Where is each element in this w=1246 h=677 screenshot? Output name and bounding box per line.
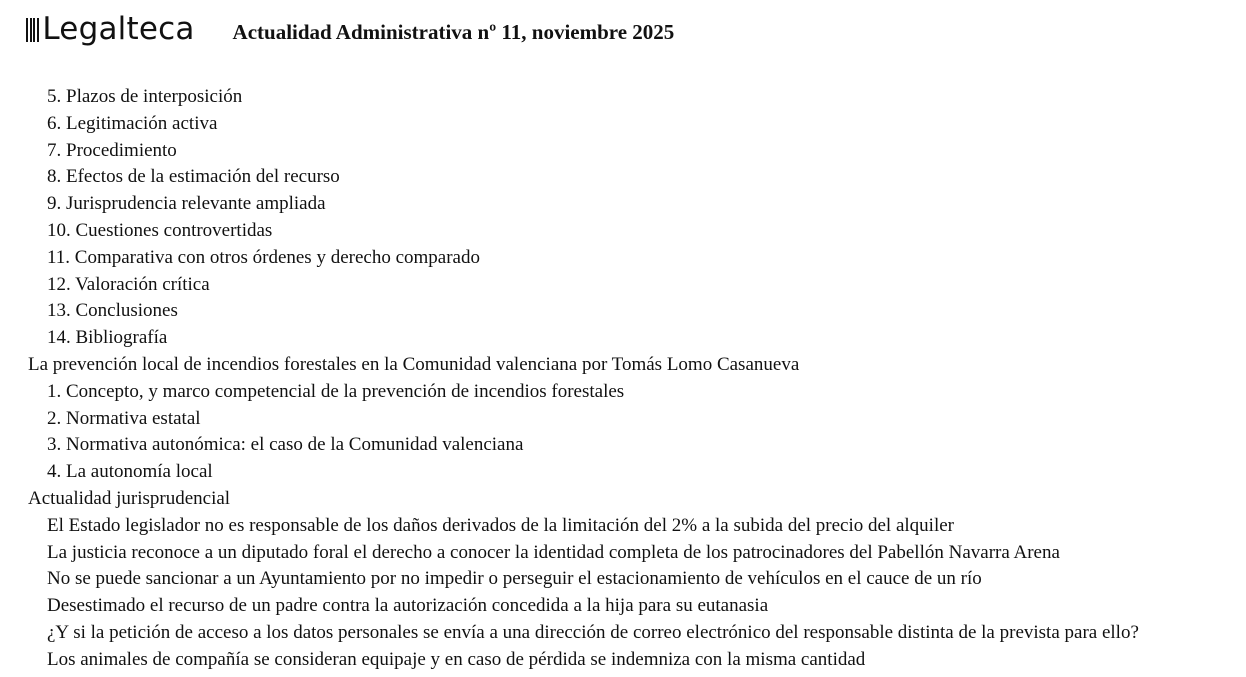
toc-entry[interactable]: Los animales de compañía se consideran equipaje y en caso de pérdida se indemniza con la misma cantidad bbox=[47, 648, 866, 670]
toc-entry[interactable]: 13. Conclusiones bbox=[47, 300, 178, 322]
page-header bbox=[26, 8, 674, 52]
toc-entry[interactable]: 2. Normativa estatal bbox=[47, 407, 201, 429]
table-of-contents bbox=[0, 84, 1139, 674]
toc-entry[interactable]: La justicia reconoce a un diputado foral el derecho a conocer la identidad completa de los patrocinadores del Pabellón Navarra Arena bbox=[47, 541, 1060, 563]
toc-entry[interactable]: 8. Efectos de la estimación del recurso bbox=[47, 166, 340, 188]
toc-entry[interactable]: 11. Comparativa con otros órdenes y derecho comparado bbox=[47, 246, 480, 268]
toc-entry[interactable]: No se puede sancionar a un Ayuntamiento por no impedir o perseguir el estacionamiento de vehículos en el cauce de un río bbox=[47, 568, 982, 590]
toc-entry[interactable]: 14. Bibliografía bbox=[47, 327, 168, 349]
toc-entry[interactable]: 7. Procedimiento bbox=[47, 139, 177, 161]
toc-entry[interactable]: Desestimado el recurso de un padre contra la autorización concedida a la hija para su eutanasia bbox=[47, 595, 769, 617]
toc-entry[interactable]: 10. Cuestiones controvertidas bbox=[47, 219, 273, 241]
legalteca-logo[interactable] bbox=[26, 10, 195, 47]
logo-text: Legalteca bbox=[42, 10, 195, 47]
toc-entry[interactable]: 4. La autonomía local bbox=[47, 461, 213, 483]
toc-entry[interactable]: 1. Concepto, y marco competencial de la prevención de incendios forestales bbox=[47, 380, 625, 402]
toc-entry[interactable]: 3. Normativa autonómica: el caso de la Comunidad valenciana bbox=[47, 434, 524, 456]
toc-section-heading[interactable]: Actualidad jurisprudencial bbox=[28, 487, 231, 509]
toc-entry[interactable]: ¿Y si la petición de acceso a los datos personales se envía a una dirección de correo electrónico del responsable distinta de la prevista para ello? bbox=[47, 621, 1139, 643]
toc-entry[interactable]: 5. Plazos de interposición bbox=[47, 86, 243, 107]
toc-entry[interactable]: 6. Legitimación activa bbox=[47, 112, 218, 134]
issue-title: Actualidad Administrativa nº 11, noviembre 2025 bbox=[232, 19, 675, 44]
toc-section-heading[interactable]: La prevención local de incendios forestales en la Comunidad valenciana por Tomás Lomo Casanueva bbox=[28, 353, 800, 375]
toc-entry[interactable]: 9. Jurisprudencia relevante ampliada bbox=[47, 193, 326, 215]
toc-entry[interactable]: 12. Valoración crítica bbox=[47, 273, 210, 295]
logo-bars-icon bbox=[26, 16, 40, 44]
toc-entry[interactable]: El Estado legislador no es responsable de los daños derivados de la limitación del 2% a la subida del precio del alquiler bbox=[47, 514, 954, 536]
